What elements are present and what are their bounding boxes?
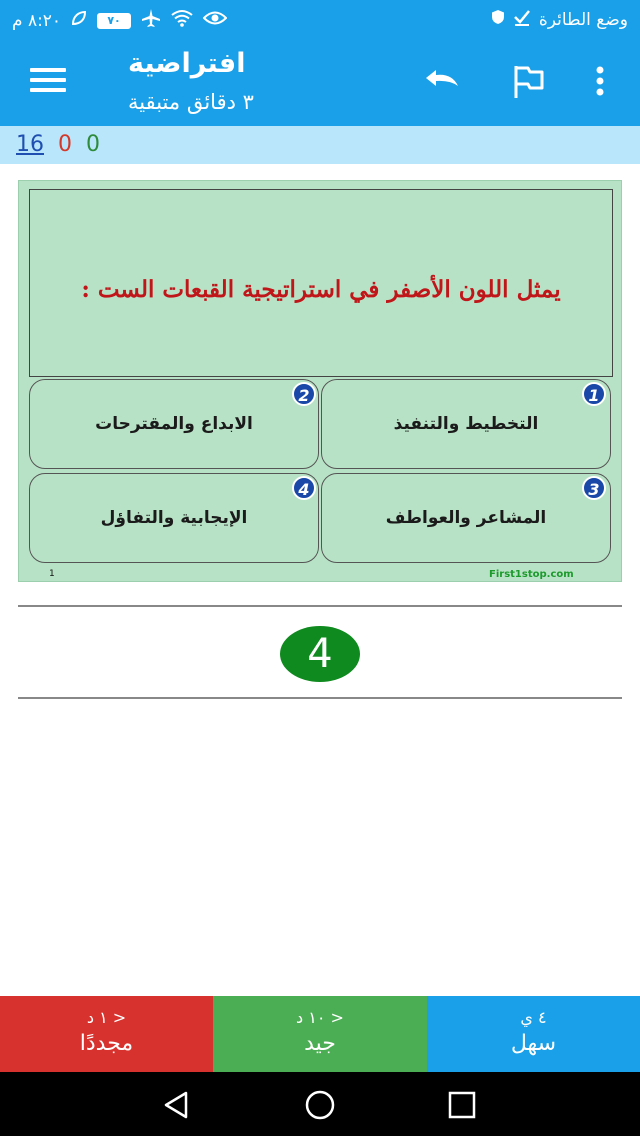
battery-indicator: ٧٠ [97,13,131,29]
option-number: 3 [582,476,606,500]
eye-icon [203,9,227,32]
option-text: المشاعر والعواطف [385,508,547,528]
option-number: 2 [292,382,316,406]
good-interval: < ١٠ د [296,1008,344,1027]
easy-interval: ٤ ي [520,1008,547,1027]
option-text: الإيجابية والتفاؤل [100,508,248,528]
card-counts [0,126,640,164]
divider-bottom [18,697,622,699]
flag-icon[interactable] [508,62,552,102]
divider-top [18,605,622,607]
option-text: التخطيط والتنفيذ [393,414,539,434]
question-box [29,189,613,377]
airplane-icon [141,8,161,33]
deck-title: افتراضية [128,48,246,79]
option-4 [29,473,319,563]
shield-icon [491,9,505,30]
back-nav-icon[interactable] [160,1088,194,1122]
more-vert-icon[interactable] [580,62,620,102]
app-bar [0,38,640,126]
again-interval: < ١ د [86,1008,127,1027]
status-right [491,8,628,31]
slide-page-number: 1 [49,569,55,579]
option-text: الابداع والمقترحات [95,414,253,434]
good-label: جيد [304,1031,336,1056]
clock: ٨:٢٠ م [12,10,62,31]
status-bar [0,0,640,38]
review-count: 0 [86,132,100,157]
recents-nav-icon[interactable] [445,1088,479,1122]
site-watermark: First1stop.com [489,569,574,580]
option-number: 4 [292,476,316,500]
airplane-mode-label: وضع الطائرة [538,9,628,30]
flashcard [18,180,622,582]
time-remaining: ٣ دقائق متبقية [128,90,254,114]
wifi-icon [171,9,193,32]
option-number: 1 [582,382,606,406]
option-2 [29,379,319,469]
option-1 [321,379,611,469]
status-left [12,8,227,33]
easy-button[interactable] [427,996,640,1072]
new-count: 16 [16,132,44,157]
good-button[interactable] [213,996,427,1072]
again-label: مجددًا [79,1031,134,1056]
question-text: يمثل اللون الأصفر في استراتيجية القبعات الست : [81,276,561,303]
leaf-icon [71,10,87,31]
check-icon [513,8,531,31]
navigation-bar [0,1072,640,1136]
easy-label: سهل [510,1031,557,1056]
option-3 [321,473,611,563]
learning-count: 0 [58,132,72,157]
home-nav-icon[interactable] [303,1088,337,1122]
undo-icon[interactable] [420,62,464,102]
answer-badge: 4 [280,626,360,682]
menu-icon[interactable] [30,68,66,96]
again-button[interactable] [0,996,213,1072]
